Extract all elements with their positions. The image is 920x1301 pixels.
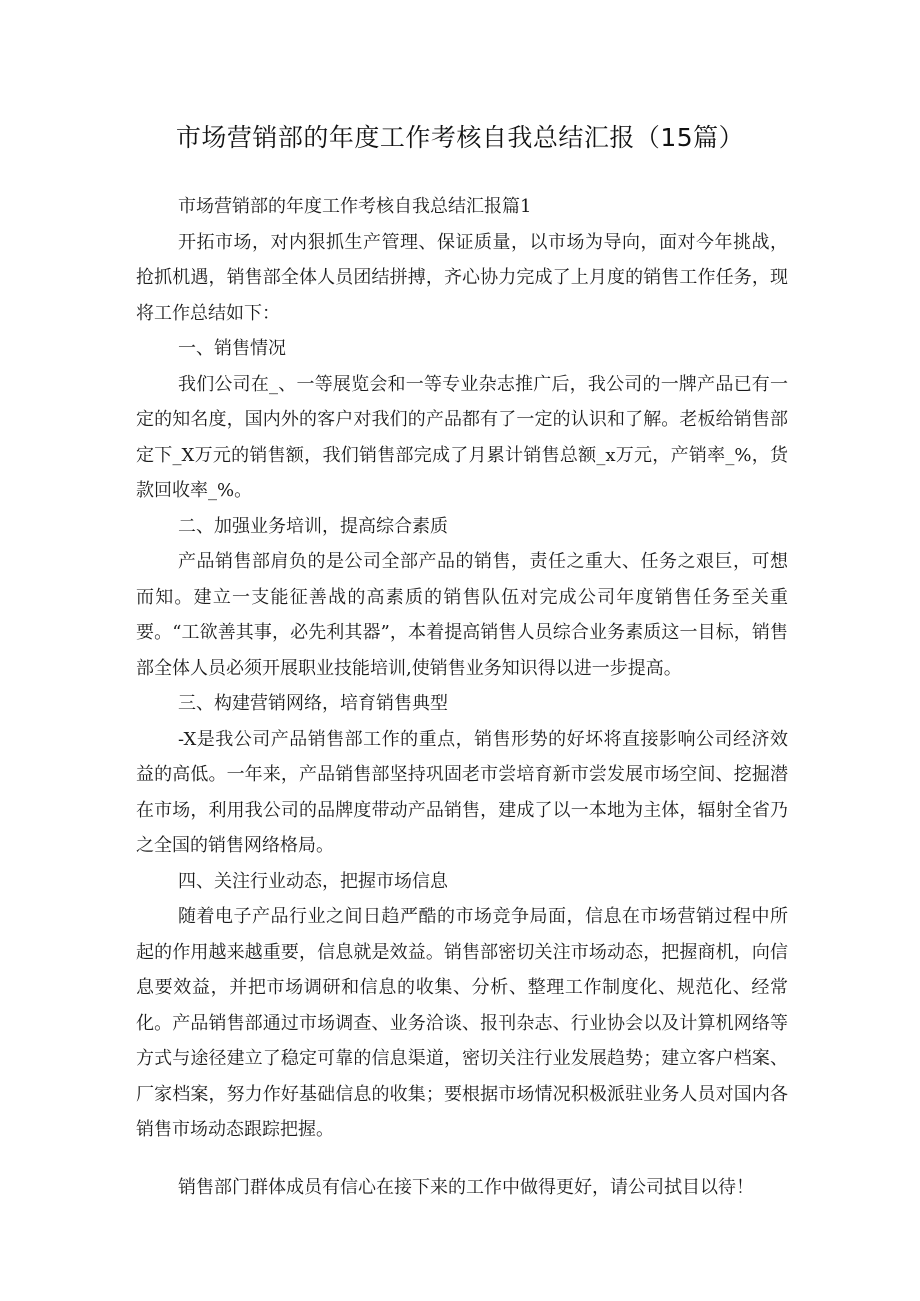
section-heading-network: 三、构建营销网络，培育销售典型 bbox=[178, 693, 448, 714]
section-heading-market-info: 四、关注行业动态，把握市场信息 bbox=[178, 870, 448, 892]
section-body-market-info: 随着电子产品行业之间日趋严酷的市场竞争局面，信息在市场营销过程中所起的作用越来越重要，信息就是效益。销售部密切关注市场动态，把握商机，向信息要效益，并把市场调研和信息的收集、分析、整理工作制度化、规范化、经常化。产品销售部通过市场调查、业务洽谈、报刊杂志、行业协会以及计算机网络等方式与途径建立了稳定可靠的信息渠道，密切关注行业发展趋势；建立客户档案、厂家档案，努力作好基础信息的收集；要根据市场情况积极派驻业务人员对国内各销售市场动态跟踪把握。 bbox=[136, 906, 788, 1140]
section-heading-training: 二、加强业务培训，提高综合素质 bbox=[178, 515, 448, 537]
section-body-network: -X是我公司产品销售部工作的重点，销售形势的好坏将直接影响公司经济效益的高低。一年来，产品销售部坚持巩固老市尝培育新市尝发展市场空间、挖掘潜在市场，利用我公司的品牌度带动产品销售，建成了以一本地为主体，辐射全省乃之全国的销售网络格局。 bbox=[136, 728, 788, 856]
document-body bbox=[136, 189, 788, 1205]
section-body-training: 产品销售部肩负的是公司全部产品的销售，责任之重大、任务之艰巨，可想而知。建立一支能征善战的高素质的销售队伍对完成公司年度销售任务至关重要。“工欲善其事，必先利其器”，本着提高销售人员综合业务素质这一目标，销售部全体人员必须开展职业技能培训,使销售业务知识得以进一步提高。 bbox=[136, 551, 788, 679]
closing-paragraph: 销售部门群体成员有信心在接下来的工作中做得更好，请公司拭目以待！ bbox=[178, 1176, 754, 1198]
section-heading-sales: 一、销售情况 bbox=[178, 338, 286, 359]
document-title: 市场营销部的年度工作考核自我总结汇报（15篇） bbox=[175, 123, 745, 152]
article-subtitle: 市场营销部的年度工作考核自我总结汇报篇1 bbox=[178, 196, 532, 217]
intro-paragraph: 开拓市场，对内狠抓生产管理、保证质量，以市场为导向，面对今年挑战，抢抓机遇，销售部全体人员团结拼搏，齐心协力完成了上月度的销售工作任务，现将工作总结如下： bbox=[136, 231, 788, 324]
section-body-sales: 我们公司在_、一等展览会和一等专业杂志推广后，我公司的一牌产品已有一定的知名度，国内外的客户对我们的产品都有了一定的认识和了解。老板给销售部定下_X万元的销售额，我们销售部完成了月累计销售总额_x万元，产销率_%，货款回收率_%。 bbox=[136, 373, 788, 501]
